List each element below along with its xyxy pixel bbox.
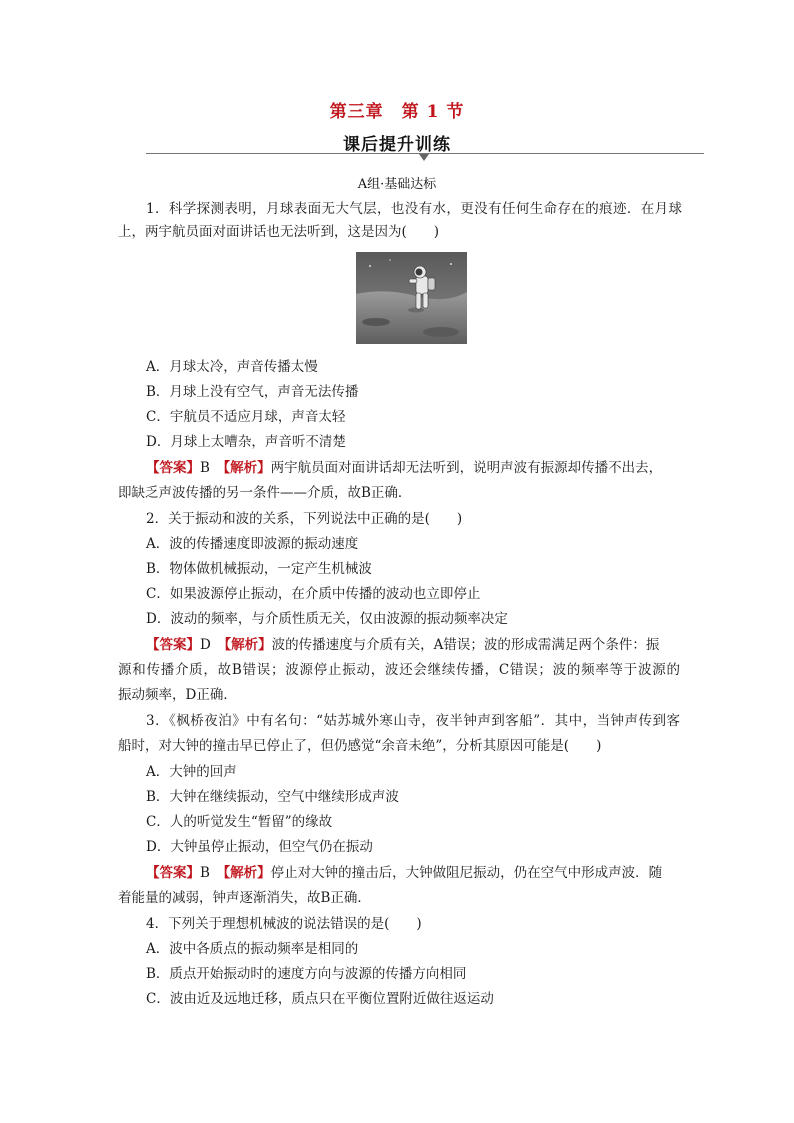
question-3-option-c: C．人的听觉发生“暂留”的缘故 — [146, 814, 333, 830]
question-4-option-b: B．质点开始振动时的速度方向与波源的传播方向相同 — [146, 966, 467, 982]
question-1-stem-cont: 上，两宇航员面对面讲话也无法听到，这是因为( ) — [118, 224, 440, 240]
question-3-analysis-cont: 着能量的减弱，钟声逐渐消失，故B正确． — [118, 890, 371, 906]
question-2-answer — [146, 635, 659, 655]
question-1-answer — [146, 458, 662, 478]
question-1-option-a: A．月球太冷，声音传播太慢 — [146, 359, 318, 375]
question-1-option-c: C．宇航员不适应月球，声音太轻 — [146, 409, 346, 425]
answer-tag: 【答案】 — [146, 460, 200, 476]
question-2-analysis-cont: 源和传播介质，故B错误；波源停止振动，波还会继续传播，C错误；波的频率等于波源的 — [118, 662, 680, 678]
answer-tag: 【答案】 — [146, 637, 200, 653]
question-2-option-b: B．物体做机械振动，一定产生机械波 — [146, 561, 372, 577]
question-2-stem: 2．关于振动和波的关系，下列说法中正确的是( ) — [146, 511, 463, 527]
question-3-option-a: A．大钟的回声 — [146, 764, 237, 780]
question-1-option-b: B．月球上没有空气，声音无法传播 — [146, 384, 359, 400]
analysis-text: 停止对大钟的撞击后，大钟做阻尼振动，仍在空气中形成声波．随 — [270, 865, 663, 881]
question-3-stem: 3．《枫桥夜泊》中有名句：“姑苏城外寒山寺，夜半钟声到客船”．其中，当钟声传到客 — [146, 713, 680, 729]
question-1-option-d: D．月球上太嘈杂，声音听不清楚 — [146, 434, 346, 450]
question-2-option-c: C．如果波源停止振动，在介质中传播的波动也立即停止 — [146, 586, 481, 602]
question-4-option-a: A．波中各质点的振动频率是相同的 — [146, 941, 359, 957]
analysis-tag: 【解析】 — [224, 637, 272, 653]
question-1-analysis-cont: 即缺乏声波传播的另一条件——介质，故B正确． — [118, 485, 412, 501]
astronaut-moon-photo — [356, 252, 467, 344]
question-2-analysis-end: 振动频率，D正确． — [118, 687, 237, 703]
divider-arrow-icon — [419, 154, 429, 161]
answer-value: B — [200, 865, 210, 881]
question-3-option-b: B．大钟在继续振动，空气中继续形成声波 — [146, 789, 399, 805]
analysis-text: 波的传播速度与介质有关，A错误；波的形成需满足两个条件：振 — [271, 637, 660, 653]
answer-tag: 【答案】 — [146, 865, 200, 881]
answer-value: D — [200, 637, 211, 653]
question-1-stem: 1．科学探测表明，月球表面无大气层，也没有水，更没有任何生命存在的痕迹．在月球 — [146, 201, 682, 217]
question-2-option-d: D．波动的频率，与介质性质无关，仅由波源的振动频率决定 — [146, 611, 508, 627]
chapter-title: 第三章 第 1 节 — [329, 102, 465, 122]
question-3-stem-cont: 船时，对大钟的撞击早已停止了，但仍感觉“余音未绝”，分析其原因可能是( ) — [118, 738, 602, 754]
question-4-option-c: C．波由近及远地迁移，质点只在平衡位置附近做往返运动 — [146, 991, 494, 1007]
analysis-tag: 【解析】 — [223, 865, 271, 881]
question-3-option-d: D．大钟虽停止振动，但空气仍在振动 — [146, 839, 373, 855]
question-2-option-a: A．波的传播速度即波源的振动速度 — [146, 536, 359, 552]
section-title: 课后提升训练 — [343, 135, 451, 155]
answer-value: B — [200, 460, 210, 476]
group-title: A组·基础达标 — [357, 177, 437, 192]
analysis-tag: 【解析】 — [223, 460, 271, 476]
question-3-answer — [146, 863, 662, 883]
analysis-text: 两宇航员面对面讲话却无法听到，说明声波有振源却传播不出去， — [270, 460, 663, 476]
question-4-stem: 4．下列关于理想机械波的说法错误的是( ) — [146, 916, 422, 932]
